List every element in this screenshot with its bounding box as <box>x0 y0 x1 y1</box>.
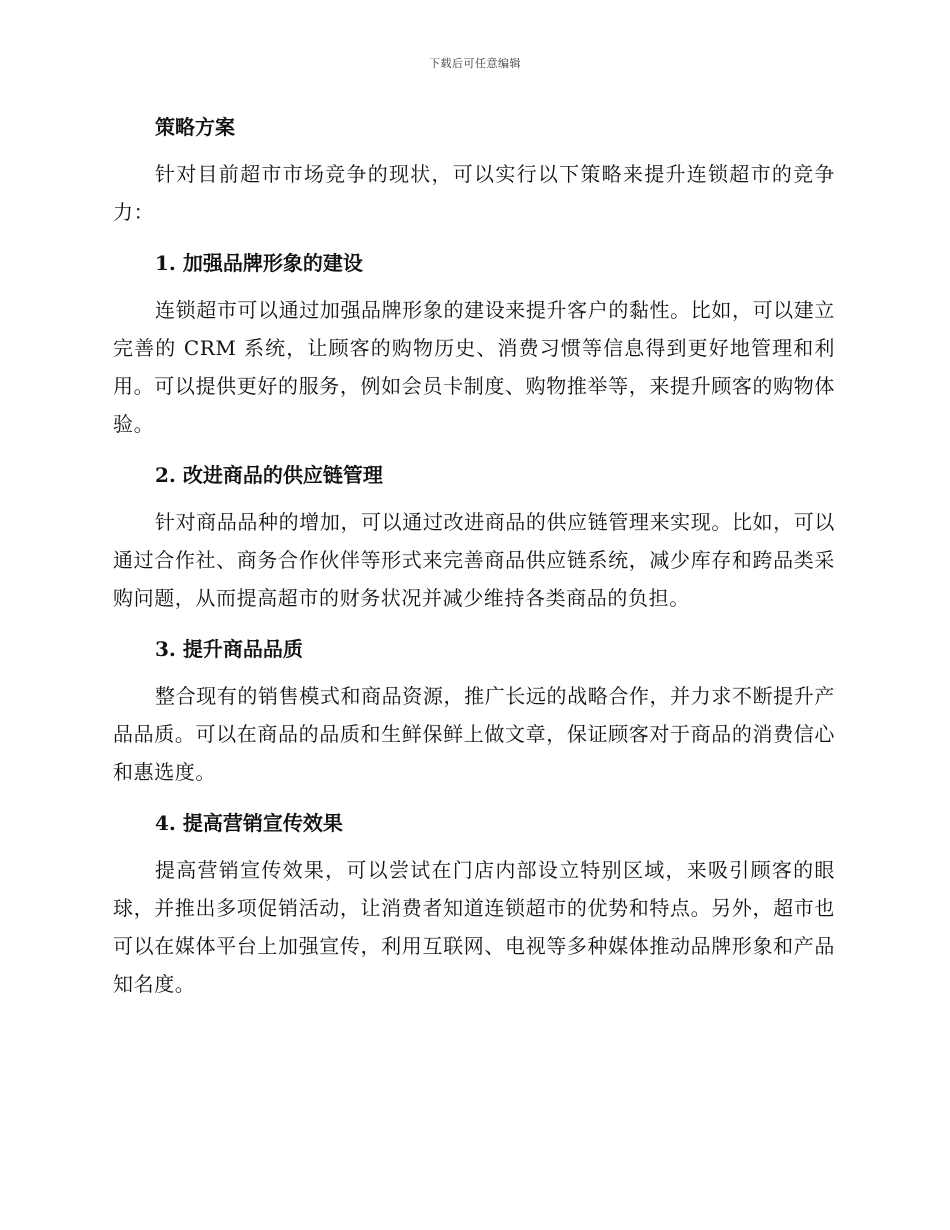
document-body <box>113 108 835 1016</box>
section-heading-4: 4. 提高营销宣传效果 <box>155 811 343 835</box>
section-body-2: 针对商品品种的增加，可以通过改进商品的供应链管理来实现。比如，可以通过合作社、商务合作伙伴等形式来完善商品供应链系统，减少库存和跨品类采购问题，从而提高超市的财务状况并减少维持各类商品的负担。 <box>113 510 835 610</box>
header-note: 下载后可任意编辑 <box>429 57 521 70</box>
intro-paragraph: 针对目前超市市场竞争的现状，可以实行以下策略来提升连锁超市的竞争力： <box>113 162 835 224</box>
section-heading-1: 1. 加强品牌形象的建设 <box>155 251 363 275</box>
document-title: 策略方案 <box>155 115 235 139</box>
section-body-1: 连锁超市可以通过加强品牌形象的建设来提升客户的黏性。比如，可以建立完善的 CRM 系统，让顾客的购物历史、消费习惯等信息得到更好地管理和利用。可以提供更好的服务，例如会员卡制度、购物推举等，来提升顾客的购物体验。 <box>113 298 835 436</box>
section-heading-3: 3. 提升商品品质 <box>155 637 303 661</box>
section-body-4: 提高营销宣传效果，可以尝试在门店内部设立特别区域，来吸引顾客的眼球，并推出多项促销活动，让消费者知道连锁超市的优势和特点。另外，超市也可以在媒体平台上加强宣传，利用互联网、电视等多种媒体推动品牌形象和产品知名度。 <box>113 858 835 996</box>
section-heading-2: 2. 改进商品的供应链管理 <box>155 463 383 487</box>
section-body-3: 整合现有的销售模式和商品资源，推广长远的战略合作，并力求不断提升产品品质。可以在商品的品质和生鲜保鲜上做文章，保证顾客对于商品的消费信心和惠选度。 <box>113 684 835 784</box>
